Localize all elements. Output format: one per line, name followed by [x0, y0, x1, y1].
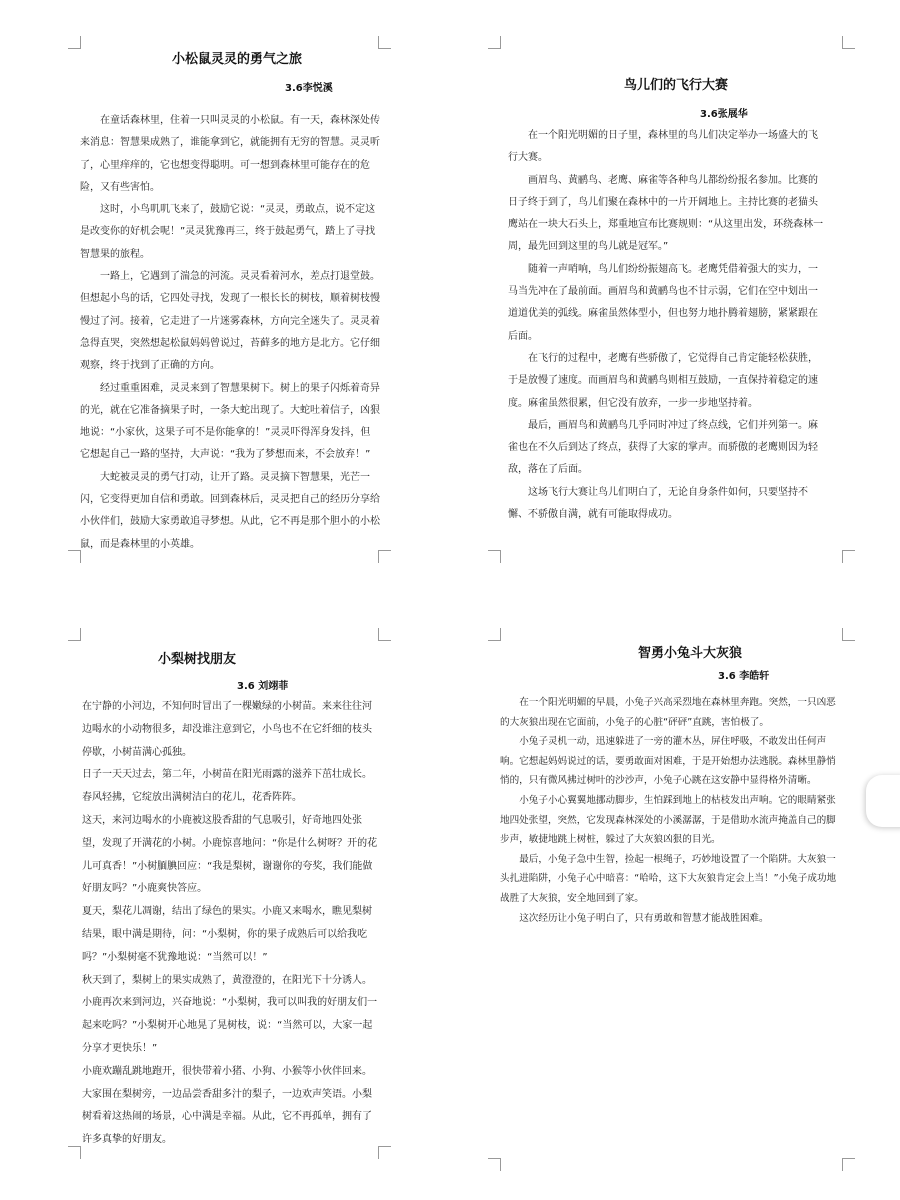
story-body: [508, 125, 826, 526]
paragraph: 夏天，梨花儿凋谢，结出了绿色的果实。小鹿又来喝水，瞧见梨树结果，眼中满是期待，问：“小梨树，你的果子成熟后可以给我吃吗？”小梨树毫不犹豫地说：“当然可以！”: [82, 906, 372, 963]
paragraph: 经过重重困难，灵灵来到了智慧果树下。树上的果子闪烁着奇异的光，就在它准备摘果子时，一条大蛇出现了。大蛇吐着信子，凶狠地说：“小家伙，这果子可不是你能拿的！”灵灵吓得浑身发抖，但它想起自己一路的坚持，大声说：“我为了梦想而来，不会放弃！”: [80, 382, 380, 461]
page-corner-mark: [842, 36, 855, 49]
paragraph: 大蛇被灵灵的勇气打动，让开了路。灵灵摘下智慧果，光芒一闪，它变得更加自信和勇敢。回到森林后，灵灵把自己的经历分享给小伙伴们，鼓励大家勇敢追寻梦想。从此，它不再是那个胆小的小松鼠，而是森林里的小英雄。: [80, 471, 380, 550]
story-body: [82, 696, 380, 1152]
page-corner-mark: [842, 550, 855, 563]
story-body: [80, 110, 380, 556]
paragraph: 在一个阳光明媚的日子里，森林里的鸟儿们决定举办一场盛大的飞行大赛。: [508, 130, 818, 164]
paragraph: 这次经历让小兔子明白了，只有勇敢和智慧才能战胜困难。: [519, 912, 769, 924]
page-corner-mark: [68, 1146, 81, 1159]
story-title: 鸟儿们的飞行大赛: [624, 78, 729, 93]
paragraph: 随着一声哨响，鸟儿们纷纷振翅高飞。老鹰凭借着强大的实力，一马当先冲在了最前面。画眉鸟和黄鹂鸟也不甘示弱，它们在空中划出一道道优美的弧线。麻雀虽然体型小，但也努力地扑腾着翅膀，紧紧跟在后面。: [508, 263, 818, 342]
paragraph: 在宁静的小河边，不知何时冒出了一棵嫩绿的小树苗。来来往往河边喝水的小动物很多，却没谁注意到它，小鸟也不在它纤细的枝头停歇，小树苗满心孤独。: [82, 701, 372, 758]
page-corner-mark: [842, 628, 855, 641]
document-page-2: [508, 74, 826, 526]
paragraph: 在童话森林里，住着一只叫灵灵的小松鼠。有一天，森林深处传来消息：智慧果成熟了，谁能拿到它，就能拥有无穷的智慧。灵灵听了，心里痒痒的，它也想变得聪明。可一想到森林里可能存在的危险，又有些害怕。: [80, 115, 380, 193]
story-author: 3.6张展华: [700, 109, 748, 120]
story-author: 3.6李悦溪: [285, 83, 333, 94]
paragraph: 小鹿欢蹦乱跳地跑开，很快带着小猪、小狗、小猴等小伙伴回来。大家围在梨树旁，一边品尝香甜多汁的梨子，一边欢声笑语。小梨树看着这热闹的场景，心中满是幸福。从此，它不再孤单，拥有了许多真挚的好朋友。: [82, 1065, 372, 1146]
document-page-1: [80, 48, 380, 556]
page-corner-mark: [842, 1158, 855, 1171]
paragraph: 在飞行的过程中，老鹰有些骄傲了，它觉得自己肯定能轻松获胜，于是放慢了速度。而画眉鸟和黄鹂鸟则相互鼓励，一直保持着稳定的速度。麻雀虽然很累，但它没有放弃，一步一步地坚持着。: [508, 352, 818, 409]
paragraph: 在一个阳光明媚的早晨，小兔子兴高采烈地在森林里奔跑。突然，一只凶恶的大灰狼出现在它面前，小兔子的心脏“砰砰”直跳，害怕极了。: [500, 697, 836, 728]
story-body: [500, 693, 840, 928]
story-title: 小梨树找朋友: [158, 652, 237, 667]
side-panel-tab[interactable]: [866, 775, 900, 827]
document-page-4: [500, 642, 840, 928]
page-corner-mark: [488, 550, 501, 563]
paragraph: 最后，小兔子急中生智，捡起一根绳子，巧妙地设置了一个陷阱。大灰狼一头扎进陷阱，小兔子心中暗喜：“哈哈，这下大灰狼肯定会上当！”小兔子成功地战胜了大灰狼，安全地回到了家。: [500, 853, 837, 904]
page-corner-mark: [488, 36, 501, 49]
page-corner-mark: [488, 1158, 501, 1171]
story-title: 小松鼠灵灵的勇气之旅: [172, 52, 303, 67]
paragraph: 这时，小鸟叽叽飞来了，鼓励它说：“灵灵，勇敢点，说不定这是改变你的好机会呢！”灵灵犹豫再三，终于鼓起勇气，踏上了寻找智慧果的旅程。: [80, 204, 376, 260]
paragraph: 这天，来河边喝水的小鹿被这股香甜的气息吸引，好奇地四处张望，发现了开满花的小树。小鹿惊喜地问：“你是什么树呀？开的花儿可真香！”小树腼腆回应：“我是梨树，谢谢你的夸奖，我们能做好朋友吗？”小鹿爽快答应。: [82, 814, 378, 895]
page-corner-mark: [68, 628, 81, 641]
paragraph: 画眉鸟、黄鹂鸟、老鹰、麻雀等各种鸟儿都纷纷报名参加。比赛的日子终于到了，鸟儿们聚在森林中的一片开阔地上。主持比赛的老猫头鹰站在一块大石头上，郑重地宣布比赛规则：“从这里出发，环绕森林一周，最先回到这里的鸟儿就是冠军。”: [508, 174, 824, 253]
page-corner-mark: [488, 628, 501, 641]
paragraph: 最后，画眉鸟和黄鹂鸟几乎同时冲过了终点线，它们并列第一。麻雀也在不久后到达了终点，获得了大家的掌声。而骄傲的老鹰则因为轻敌，落在了后面。: [508, 419, 818, 476]
document-page-3: [82, 648, 380, 1152]
paragraph: 小兔子小心翼翼地挪动脚步，生怕踩到地上的枯枝发出声响。它的眼睛紧张地四处张望，突然，它发现森林深处的小溪潺潺，于是借助水流声掩盖自己的脚步声，敏捷地跳上树桩，躲过了大灰狼凶狠的目光。: [500, 794, 836, 846]
paragraph: 日子一天天过去，第二年，小树苗在阳光雨露的滋养下茁壮成长。春风轻拂，它绽放出满树洁白的花儿，花香阵阵。: [82, 769, 372, 804]
paragraph: 秋天到了，梨树上的果实成熟了，黄澄澄的，在阳光下十分诱人。小鹿再次来到河边，兴奋地说：“小梨树，我可以叫我的好朋友们一起来吃吗？”小梨树开心地晃了晃树枝，说：“当然可以，大家一起分享才更快乐！”: [82, 974, 378, 1054]
story-author: 3.6 刘翊菲: [237, 681, 289, 692]
paragraph: 一路上，它遇到了湍急的河流。灵灵看着河水，差点打退堂鼓。但想起小鸟的话，它四处寻找，发现了一根长长的树枝，顺着树枝慢慢过了河。接着，它走进了一片迷雾森林，方向完全迷失了。灵灵着急得直哭，突然想起松鼠妈妈曾说过，苔藓多的地方是北方。它仔细观察，终于找到了正确的方向。: [80, 271, 380, 372]
story-author: 3.6 李皓轩: [718, 671, 770, 682]
story-title: 智勇小兔斗大灰狼: [638, 646, 743, 661]
paragraph: 小兔子灵机一动，迅速躲进了一旁的灌木丛，屏住呼吸，不敢发出任何声响。它想起妈妈说过的话，要勇敢面对困难，于是开始想办法逃脱。森林里静悄悄的，只有微风拂过树叶的沙沙声，小兔子心跳在这安静中显得格外清晰。: [500, 736, 836, 787]
page-corner-mark: [378, 628, 391, 641]
paragraph: 这场飞行大赛让鸟儿们明白了，无论自身条件如何，只要坚持不懈、不骄傲自满，就有可能取得成功。: [508, 486, 808, 521]
